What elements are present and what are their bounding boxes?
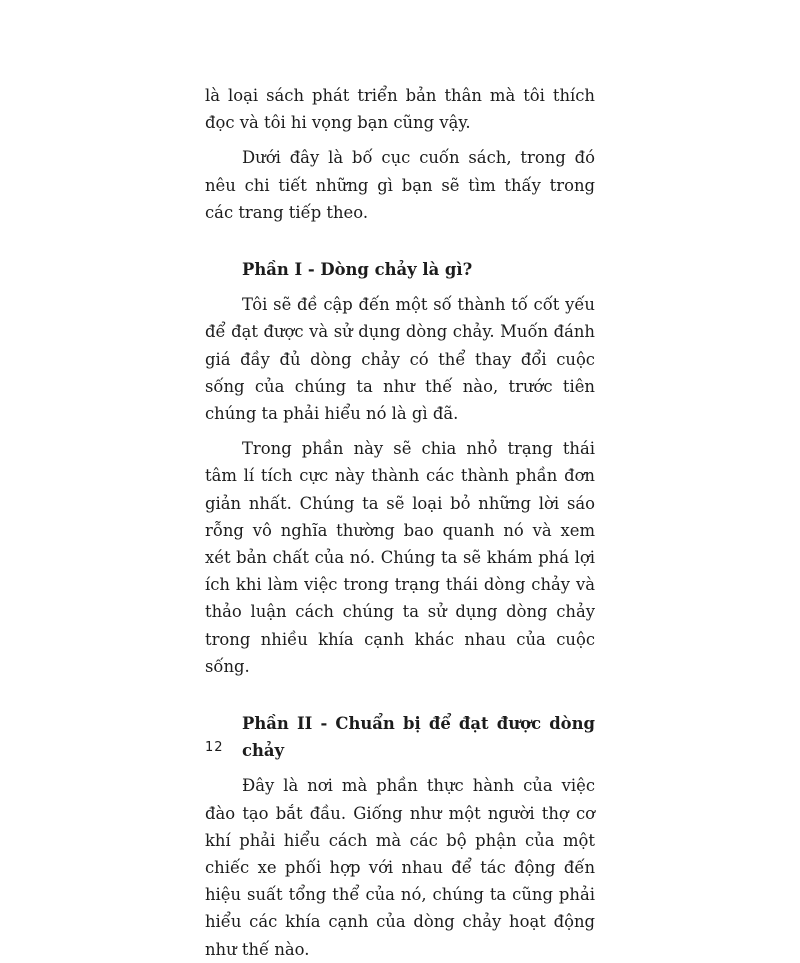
intro-paragraph: Dưới đây là bố cục cuốn sách, trong đó nêu chi tiết những gì bạn sẽ tìm thấy trong các trang tiếp theo.	[205, 148, 595, 222]
section-2-paragraph-1: Đây là nơi mà phần thực hành của việc đào tạo bắt đầu. Giống như một người thợ cơ khí phải hiểu cách mà các bộ phận của một chiếc xe phối hợp với nhau để tác động đến hiệu suất tổng thể của nó, chúng ta cũng phải hiểu các khía cạnh của dòng chảy hoạt động như thế nào.	[205, 776, 595, 959]
section-heading-part-1: Phần I - Dòng chảy là gì?	[242, 260, 473, 280]
section-1-paragraph-2: Trong phần này sẽ chia nhỏ trạng thái tâm lí tích cực này thành các thành phần đơn giản nhất. Chúng ta sẽ loại bỏ những lời sáo rỗng vô nghĩa thường bao quanh nó và xem xét bản chất của nó. Chúng ta sẽ khám phá lợi ích khi làm việc trong trạng thái dòng chảy và thảo luận cách chúng ta sử dụng dòng chảy trong nhiều khía cạnh khác nhau của cuộc sống.	[205, 439, 595, 676]
section-heading-part-2: Phần II - Chuẩn bị để đạt được dòng chảy	[242, 714, 595, 761]
continuation-paragraph: là loại sách phát triển bản thân mà tôi thích đọc và tôi hi vọng bạn cũng vậy.	[205, 86, 595, 133]
section-1-paragraph-1: Tôi sẽ đề cập đến một số thành tố cốt yếu để đạt được và sử dụng dòng chảy. Muốn đánh giá đầy đủ dòng chảy có thể thay đổi cuộc sống của chúng ta như thế nào, trước tiên chúng ta phải hiểu nó là gì đã.	[205, 295, 595, 424]
page-body	[205, 82, 595, 963]
page-number: 12	[205, 740, 224, 755]
